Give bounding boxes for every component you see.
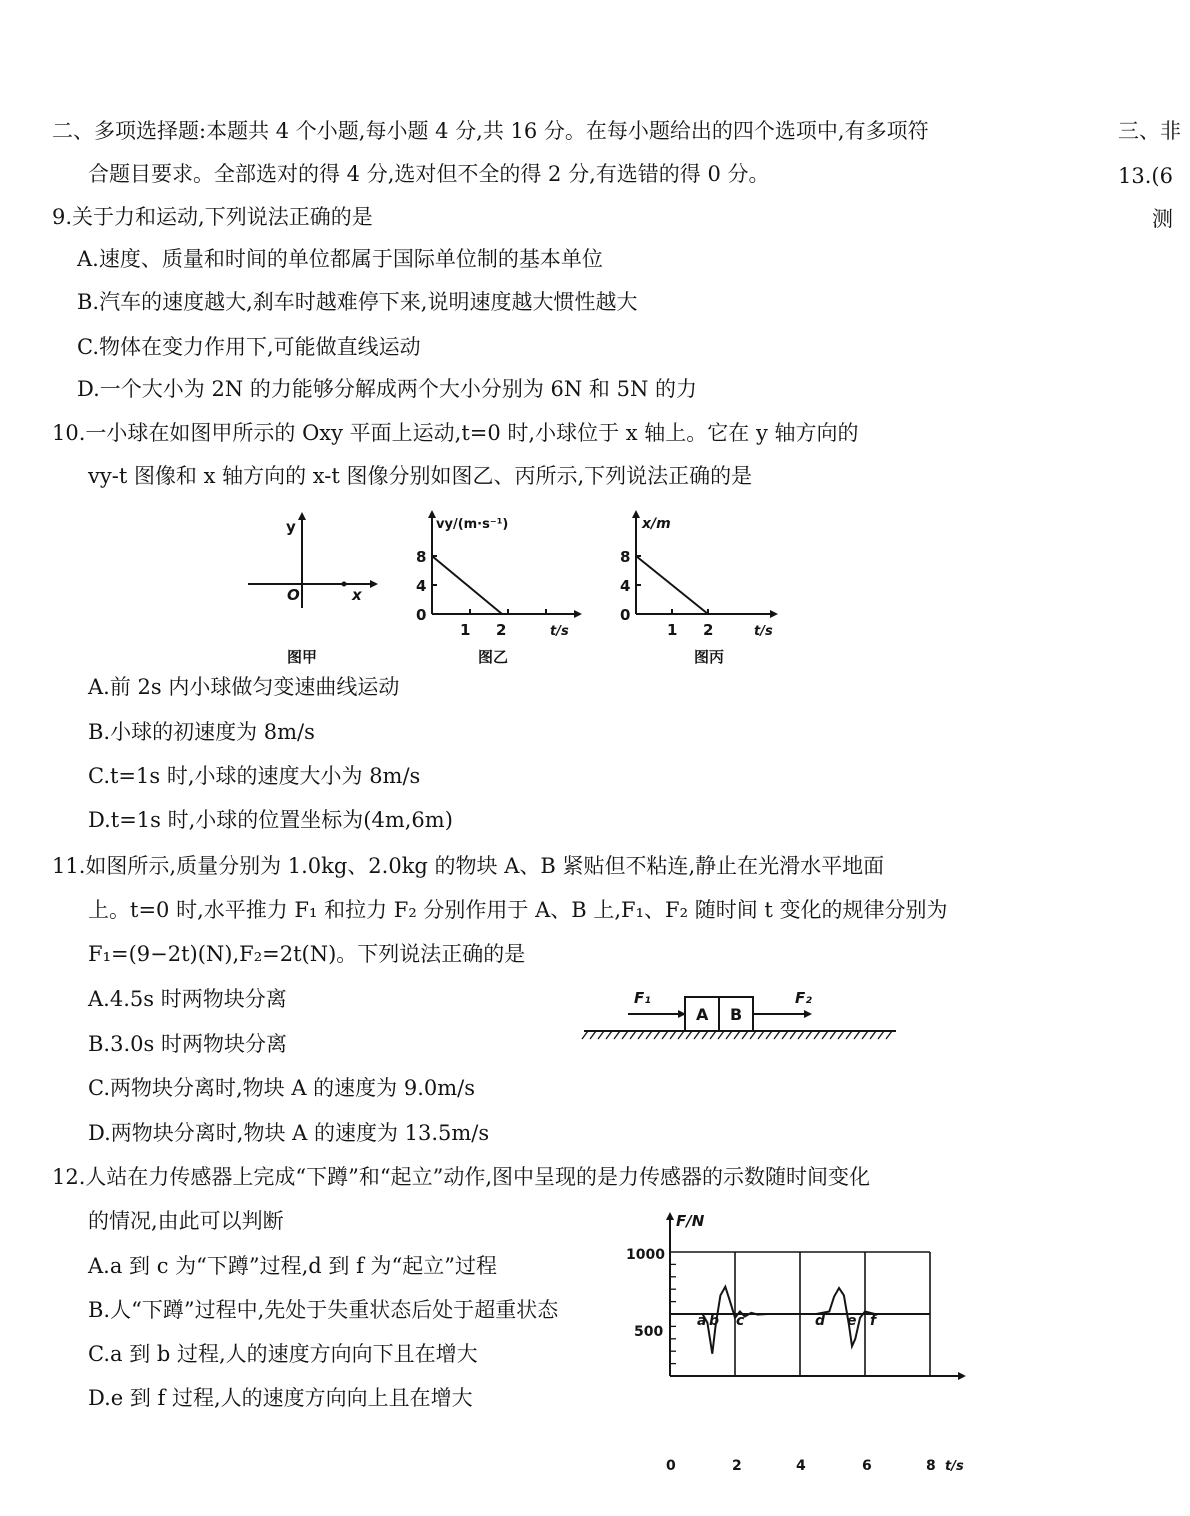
ground-hatch [726, 1031, 732, 1039]
edge-text-3: 测 [1152, 207, 1173, 231]
vy-line [432, 556, 502, 614]
ground-hatch [598, 1031, 604, 1039]
fig-bing-y0: 0 [620, 606, 631, 624]
q12-option-b: B.人“下蹲”过程中,先处于失重状态后处于超重状态 [88, 1298, 559, 1322]
ground-hatch [854, 1031, 860, 1039]
edge-text-2: 13.(6 [1118, 164, 1173, 188]
blocks-figure [580, 985, 900, 1045]
ground-hatch [670, 1031, 676, 1039]
figure-jia-axes [240, 510, 380, 610]
ground-hatch [806, 1031, 812, 1039]
point-e-label: e [847, 1313, 857, 1329]
fig-yi-y4: 4 [416, 577, 427, 595]
ground-hatch [798, 1031, 804, 1039]
fig-bing-caption: 图丙 [694, 648, 725, 666]
ground-hatch [846, 1031, 852, 1039]
section-heading-line2: 合题目要求。全部选对的得 4 分,选对但不全的得 2 分,有选错的得 0 分。 [88, 162, 770, 186]
ground-hatch [838, 1031, 844, 1039]
figure-yi-chart [408, 508, 583, 638]
f2-label: F₂ [795, 989, 812, 1007]
ground-hatch [814, 1031, 820, 1039]
fig-yi-y0: 0 [416, 606, 427, 624]
ground-hatch [742, 1031, 748, 1039]
ground-hatch [710, 1031, 716, 1039]
y-tick-500: 500 [634, 1324, 664, 1340]
f1-label: F₁ [634, 989, 651, 1007]
point-b-label: b [709, 1313, 720, 1329]
q11-stem-line1: 11.如图所示,质量分别为 1.0kg、2.0kg 的物块 A、B 紧贴但不粘连,静止在光滑水平地面 [52, 854, 885, 878]
fig-yi-x1: 1 [460, 621, 471, 639]
fig-jia-x-label: x [352, 586, 362, 604]
q9-stem: 9.关于力和运动,下列说法正确的是 [52, 205, 373, 229]
ground-hatch [870, 1031, 876, 1039]
q9-option-a: A.速度、质量和时间的单位都属于国际单位制的基本单位 [77, 247, 603, 271]
x-tick-6: 6 [862, 1458, 872, 1474]
ground-hatch [582, 1031, 588, 1039]
fig-yi-x-label: t/s [550, 624, 569, 639]
section-heading-line1: 二、多项选择题:本题共 4 个小题,每小题 4 分,共 16 分。在每小题给出的四个选项中,有多项符 [52, 119, 929, 143]
ground-hatch [782, 1031, 788, 1039]
edge-text-1: 三、非 [1118, 119, 1181, 143]
ground-hatch [718, 1031, 724, 1039]
fig-yi-y8: 8 [416, 548, 427, 566]
q12-stem-line2: 的情况,由此可以判断 [88, 1209, 284, 1233]
ground-hatch [790, 1031, 796, 1039]
q10-stem-line1: 10.一小球在如图甲所示的 Oxy 平面上运动,t=0 时,小球位于 x 轴上。它在 y 轴方向的 [52, 421, 859, 445]
ground-hatch [862, 1031, 868, 1039]
point-d-label: d [815, 1313, 826, 1329]
fig-yi-x2: 2 [496, 621, 507, 639]
x-tick-4: 4 [796, 1458, 806, 1474]
ground-hatch [694, 1031, 700, 1039]
q12-option-a: A.a 到 c 为“下蹲”过程,d 到 f 为“起立”过程 [88, 1254, 498, 1278]
fig-bing-y8: 8 [620, 548, 631, 566]
ground-hatch [678, 1031, 684, 1039]
ground-hatch [774, 1031, 780, 1039]
ground-hatch [822, 1031, 828, 1039]
q11-stem-line2: 上。t=0 时,水平推力 F₁ 和拉力 F₂ 分别作用于 A、B 上,F₁、F₂ 随时间 t 变化的规律分别为 [88, 898, 948, 922]
q9-option-c: C.物体在变力作用下,可能做直线运动 [77, 335, 421, 359]
ground-hatch [638, 1031, 644, 1039]
fig-bing-x1: 1 [667, 621, 678, 639]
ground-hatch [702, 1031, 708, 1039]
x-tick-0: 0 [666, 1458, 676, 1474]
fig-jia-y-label: y [286, 518, 296, 536]
fig-bing-x2: 2 [703, 621, 714, 639]
x-axis-label: t/s [945, 1459, 964, 1474]
q10-option-d: D.t=1s 时,小球的位置坐标为(4m,6m) [88, 808, 453, 832]
ground-hatch [734, 1031, 740, 1039]
y-axis-label: F/N [676, 1212, 705, 1230]
q12-stem-line1: 12.人站在力传感器上完成“下蹲”和“起立”动作,图中呈现的是力传感器的示数随时间变化 [52, 1165, 871, 1189]
fig-bing-y4: 4 [620, 577, 631, 595]
x-tick-8: 8 [926, 1458, 936, 1474]
ground-hatch [662, 1031, 668, 1039]
point-a-label: a [697, 1313, 707, 1329]
ground-hatch [606, 1031, 612, 1039]
ground-hatch [654, 1031, 660, 1039]
ground-hatch [878, 1031, 884, 1039]
ground-hatch [590, 1031, 596, 1039]
x-tick-2: 2 [732, 1458, 742, 1474]
ground-hatch [830, 1031, 836, 1039]
block-b-label: B [730, 1005, 743, 1024]
ground-hatch [614, 1031, 620, 1039]
ball-dot [342, 582, 347, 587]
ground-hatch [766, 1031, 772, 1039]
x-line [636, 556, 708, 614]
q9-option-d: D.一个大小为 2N 的力能够分解成两个大小分别为 6N 和 5N 的力 [77, 377, 698, 401]
ground-hatch [646, 1031, 652, 1039]
fig-bing-y-label: x/m [642, 516, 671, 532]
q10-option-b: B.小球的初速度为 8m/s [88, 720, 315, 744]
q9-option-b: B.汽车的速度越大,刹车时越难停下来,说明速度越大惯性越大 [77, 290, 638, 314]
ground-hatch [758, 1031, 764, 1039]
figure-bing-chart [616, 508, 791, 638]
q12-option-d: D.e 到 f 过程,人的速度方向向上且在增大 [88, 1386, 473, 1410]
ground-hatch [886, 1031, 892, 1039]
q11-stem-line3: F₁=(9−2t)(N),F₂=2t(N)。下列说法正确的是 [88, 942, 526, 966]
q10-stem-line2: vy-t 图像和 x 轴方向的 x-t 图像分别如图乙、丙所示,下列说法正确的是 [88, 464, 753, 488]
ground-hatch [750, 1031, 756, 1039]
q11-option-a: A.4.5s 时两物块分离 [88, 987, 287, 1011]
q10-option-c: C.t=1s 时,小球的速度大小为 8m/s [88, 764, 421, 788]
q11-option-c: C.两物块分离时,物块 A 的速度为 9.0m/s [88, 1076, 476, 1100]
fig-bing-x-label: t/s [754, 624, 773, 639]
q12-option-c: C.a 到 b 过程,人的速度方向向下且在增大 [88, 1342, 478, 1366]
q11-option-d: D.两物块分离时,物块 A 的速度为 13.5m/s [88, 1121, 490, 1145]
q10-option-a: A.前 2s 内小球做匀变速曲线运动 [88, 675, 400, 699]
fig-yi-y-label: vy/(m·s⁻¹) [436, 517, 509, 532]
ground-hatch [686, 1031, 692, 1039]
ground-hatch [630, 1031, 636, 1039]
point-f-label: f [870, 1313, 877, 1329]
fig-yi-caption: 图乙 [478, 648, 509, 666]
point-c-label: c [736, 1313, 745, 1329]
force-chart [620, 1208, 970, 1478]
fig-jia-origin-label: O [287, 586, 300, 604]
fig-jia-caption: 图甲 [287, 648, 318, 666]
y-tick-1000: 1000 [626, 1247, 665, 1263]
ground-hatch [622, 1031, 628, 1039]
block-a-label: A [696, 1005, 709, 1024]
q11-option-b: B.3.0s 时两物块分离 [88, 1032, 287, 1056]
